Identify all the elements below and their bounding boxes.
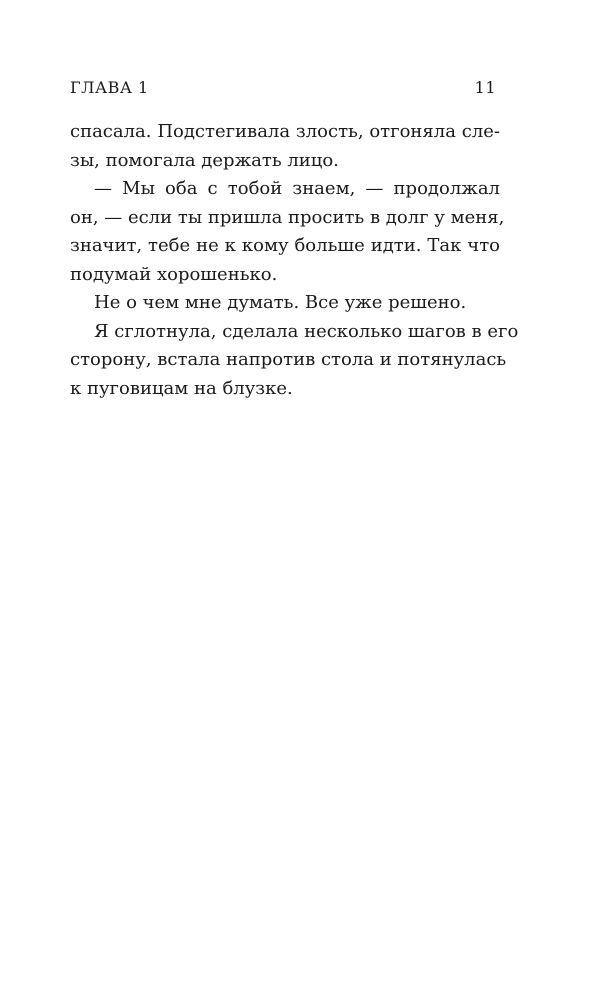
text-line: к пуговицам на блузке.: [70, 377, 293, 399]
body-text: [70, 118, 519, 403]
text-line: он, — если ты пришла просить в долг у меня,: [70, 206, 505, 228]
chapter-title: ГЛАВА 1: [70, 78, 149, 97]
text-line: значит, тебе не к кому больше идти. Так что: [70, 235, 500, 256]
text-line: Я сглотнула, сделала несколько шагов в его: [94, 320, 519, 342]
text-line: спасала. Подстегивала злость, отгоняла сле-: [70, 121, 500, 142]
text-line: подумай хорошенько.: [70, 263, 278, 285]
text-line: Не о чем мне думать. Все уже решено.: [94, 292, 467, 313]
text-line: сторону, встала напротив стола и потянулась: [70, 349, 507, 370]
page-number: 11: [474, 78, 496, 97]
text-line: — Мы оба с тобой знаем, — продолжал: [94, 178, 500, 199]
text-line: зы, помогала держать лицо.: [70, 149, 339, 171]
running-head: [70, 78, 496, 100]
